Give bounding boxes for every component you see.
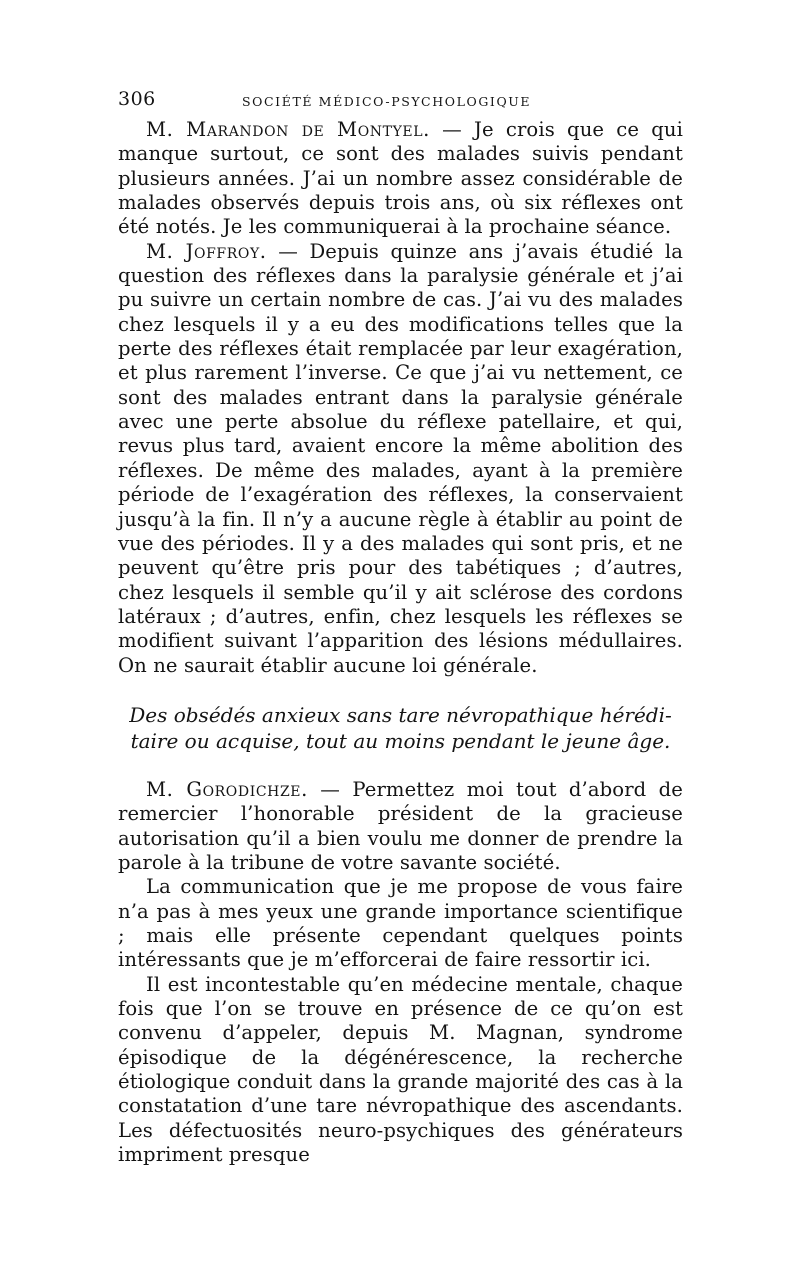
running-head [118, 88, 683, 118]
page-number: 306 [118, 88, 156, 110]
paragraph-text: — Je crois que ce qui manque surtout, ce sont des malades suivis pendant plusieurs années. J’ai un nombre assez considérable de malades observés depuis trois ans, où six réflexes ont été notés. Je les communiquerai à la prochaine séance. [118, 118, 683, 239]
paragraph-incontestable [118, 973, 683, 1168]
paragraph-text: — Depuis quinze ans j’avais étudié la question des réflexes dans la paralysie générale et j’ai pu suivre un certain nombre de cas. J’ai vu des malades chez lesquels il y a eu des modifications telles que la perte des réflexes était remplacée par leur exagération, et plus rarement l’inverse. Ce que j’ai vu nettement, ce sont des malades entrant dans la paralysie générale avec une perte absolue du réflexe patellaire, et qui, revus plus tard, avaient encore la même abolition des réflexes. De même des malades, ayant à la première période de l’exagération des réflexes, la conservaient jusqu’à la fin. Il n’y a aucune règle à établir au point de vue des périodes. Il y a des malades qui sont pris, et ne peuvent qu’être pris pour des tabétiques ; d’autres, chez lesquels il semble qu’il y ait sclérose des cordons latéraux ; d’autres, enfin, chez lesquels les réflexes se modifient suivant l’apparition des lésions médullaires. On ne saurait établir aucune loi générale. [118, 239, 683, 677]
speaker-name: M. Joffroy. [146, 239, 267, 263]
speaker-name: M. Gorodichze. [146, 777, 308, 801]
paragraph-text: — Permettez moi tout d’abord de remercier l’honorable président de la gracieuse autorisation qu’il a bien voulu me donner de prendre la parole à la tribune de votre savante société. [118, 777, 684, 874]
running-title: SOCIÉTÉ MÉDICO-PSYCHOLOGIQUE [242, 94, 532, 109]
paragraph-joffroy [118, 240, 683, 678]
paragraph-marandon [118, 118, 683, 240]
section-title [118, 702, 683, 754]
section-title-line-2: taire ou acquise, tout au moins pendant le jeune âge. [130, 728, 671, 753]
paragraph-communication [118, 875, 683, 972]
paragraph-text: Il est incontestable qu’en médecine mentale, chaque fois que l’on se trouve en présence de ce qu’on est convenu d’appeler, depuis M. Magnan, syndrome épisodique de la dégénérescence, la recherche étiologique conduit dans la grande majorité des cas à la constatation d’une tare névropathique des ascendants. Les défectuosités neuro-psychiques des générateurs impriment presque [118, 972, 683, 1167]
paragraph-gorodichze [118, 778, 683, 875]
speaker-name: M. Marandon de Montyel. [146, 118, 430, 141]
book-page [118, 88, 683, 1167]
paragraph-text: La communication que je me propose de vous faire n’a pas à mes yeux une grande importance scientifique ; mais elle présente cependant quelques points intéressants que je m’efforcerai de faire ressortir ici. [118, 875, 683, 972]
section-title-line-1: Des obsédés anxieux sans tare névropathique hérédi- [129, 702, 672, 727]
